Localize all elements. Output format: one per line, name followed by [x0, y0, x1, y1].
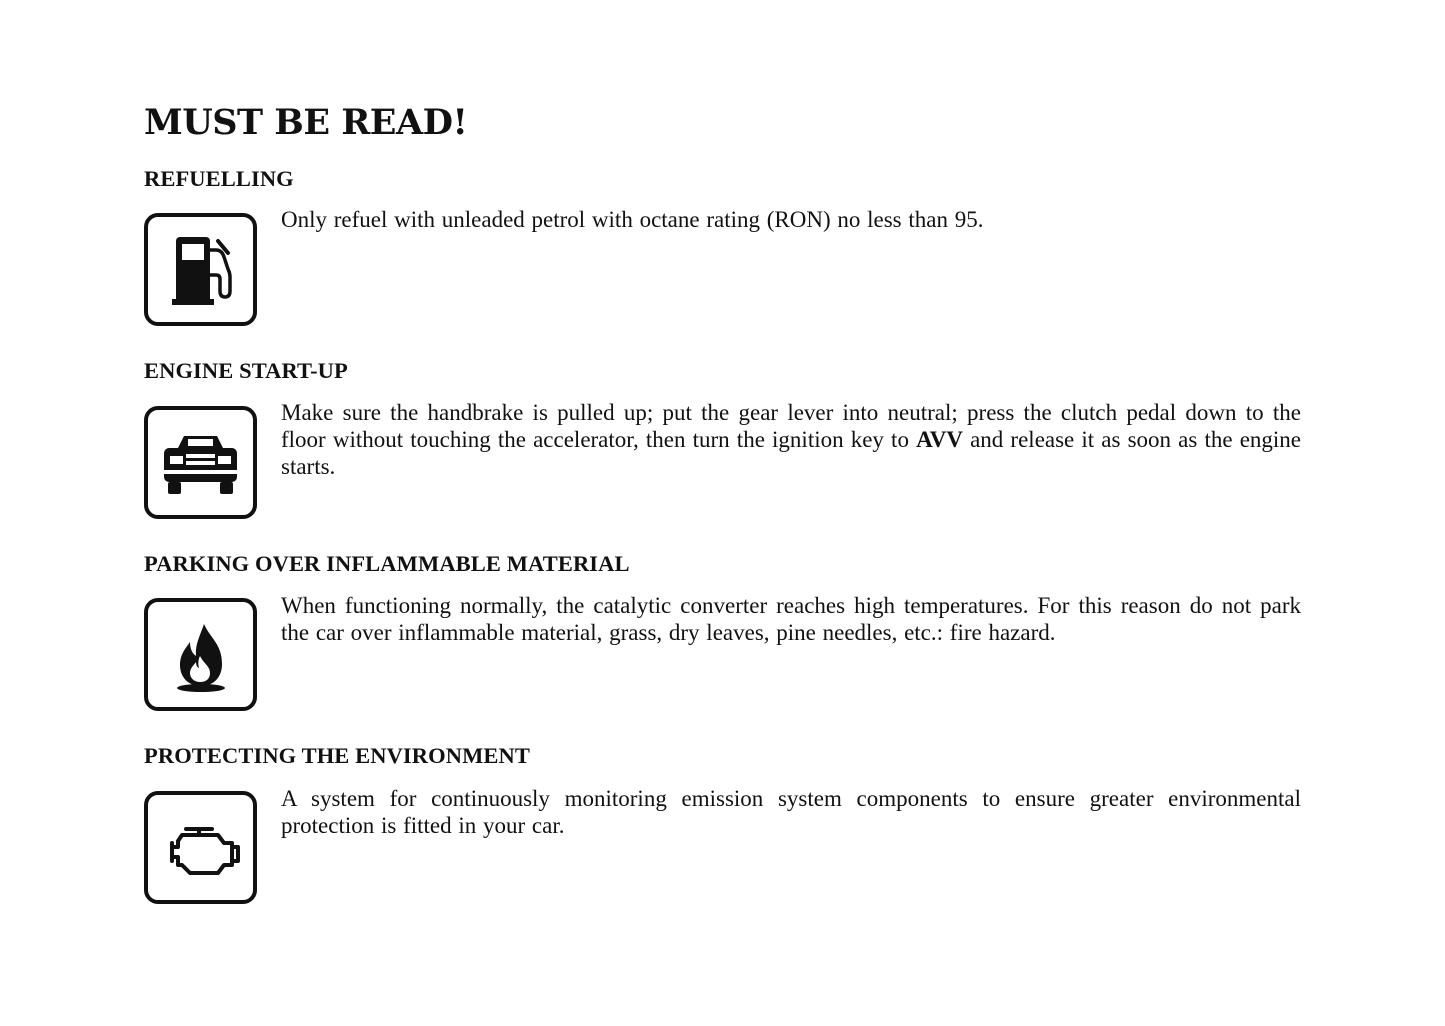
environment-icon-frame — [144, 791, 257, 904]
parking-text: When functioning normally, the catalytic converter reaches high temperatures. For this reason do not park the car over inflammable material, grass, dry leaves, pine needles, etc.: fire hazard. — [281, 593, 1301, 645]
page-title: MUST BE READ! — [144, 102, 468, 143]
environment-text: A system for continuously monitoring emission system components to ensure greater environmental protection is fitted in your car. — [281, 786, 1301, 838]
refuelling-icon-frame — [144, 213, 257, 326]
engine-icon — [148, 795, 253, 900]
engine-start-up-text-part1: Make sure the handbrake is pulled up; put the gear lever into neutral; press the clutch pedal down to the floor without touching the accelerator, then turn the ignition key to — [281, 400, 1301, 452]
flame-icon — [148, 602, 253, 707]
engine-start-icon-frame — [144, 406, 257, 519]
parking-icon-frame — [144, 598, 257, 711]
ignition-position-label: AVV — [916, 427, 963, 452]
car-front-icon — [148, 410, 253, 515]
engine-start-up-text — [281, 399, 1301, 480]
fuel-pump-icon — [148, 217, 253, 322]
section-heading-environment: PROTECTING THE ENVIRONMENT — [144, 743, 530, 768]
engine-start-up-text-part2: and release it as soon as the engine starts. — [281, 427, 1301, 479]
refuelling-text: Only refuel with unleaded petrol with octane rating (RON) no less than 95. — [281, 207, 984, 232]
section-heading-engine-start-up: ENGINE START-UP — [144, 358, 348, 383]
section-heading-refuelling: REFUELLING — [144, 166, 294, 191]
section-heading-parking: PARKING OVER INFLAMMABLE MATERIAL — [144, 551, 630, 576]
